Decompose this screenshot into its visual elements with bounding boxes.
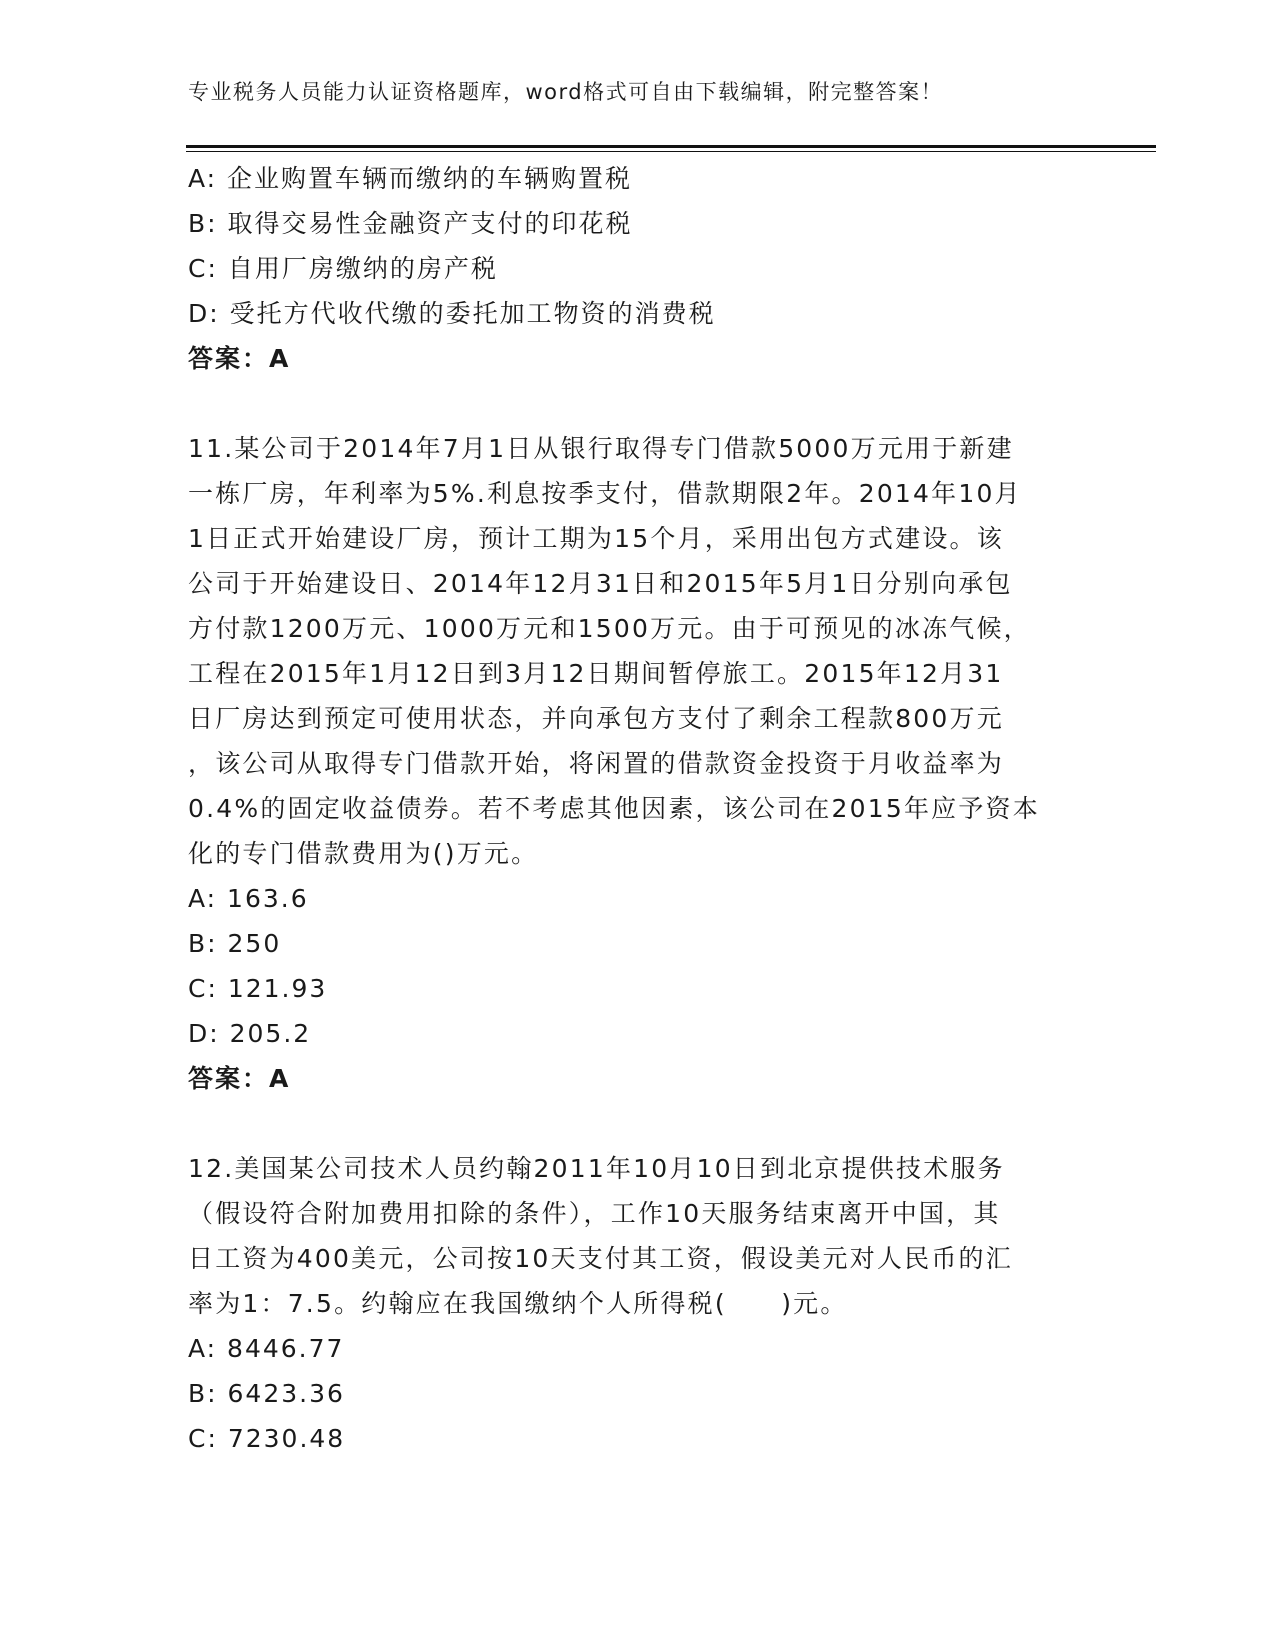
option-b: B: 取得交易性金融资产支付的印花税 (188, 209, 633, 238)
option-b: B: 6423.36 (188, 1379, 345, 1408)
option-c: C: 7230.48 (188, 1424, 346, 1453)
option-c: C: 自用厂房缴纳的房产税 (188, 254, 498, 283)
document-body (188, 156, 1088, 1461)
question-12 (188, 1146, 1088, 1461)
question-stem-line: 11.某公司于2014年7月1日从银行取得专门借款5000万元用于新建 (188, 434, 1014, 463)
answer: 答案：A (188, 1064, 291, 1093)
question-stem-line: 日厂房达到预定可使用状态，并向承包方支付了剩余工程款800万元 (188, 704, 1004, 733)
question-stem-line: 工程在2015年1月12日到3月12日期间暂停旅工。2015年12月31 (188, 659, 1004, 688)
question-stem-line: 公司于开始建设日、2014年12月31日和2015年5月1日分别向承包 (188, 569, 1013, 598)
option-a: A: 8446.77 (188, 1334, 345, 1363)
option-a: A: 企业购置车辆而缴纳的车辆购置税 (188, 164, 633, 193)
option-c: C: 121.93 (188, 974, 328, 1003)
spacer (188, 381, 1088, 426)
spacer (188, 1101, 1088, 1146)
answer: 答案：A (188, 344, 291, 373)
question-stem-line: 率为1：7.5。约翰应在我国缴纳个人所得税( )元。 (188, 1289, 848, 1318)
question-stem-line: 1日正式开始建设厂房，预计工期为15个月，采用出包方式建设。该 (188, 524, 1004, 553)
question-stem-line: 化的专门借款费用为()万元。 (188, 839, 539, 868)
question-11 (188, 426, 1088, 1101)
question-stem-line: 一栋厂房，年利率为5%.利息按季支付，借款期限2年。2014年10月 (188, 479, 1022, 508)
option-a: A: 163.6 (188, 884, 309, 913)
question-10 (188, 156, 1088, 381)
document-header: 专业税务人员能力认证资格题库，word格式可自由下载编辑，附完整答案！ (188, 80, 944, 104)
question-stem-line: ，该公司从取得专门借款开始，将闲置的借款资金投资于月收益率为 (188, 749, 1005, 778)
header-rule-thick (186, 145, 1156, 148)
question-stem-line: 0.4%的固定收益债券。若不考虑其他因素，该公司在2015年应予资本 (188, 794, 1040, 823)
option-b: B: 250 (188, 929, 282, 958)
option-d: D: 205.2 (188, 1019, 312, 1048)
question-stem-line: 日工资为400美元，公司按10天支付其工资，假设美元对人民币的汇 (188, 1244, 1013, 1273)
question-stem-line: （假设符合附加费用扣除的条件），工作10天服务结束离开中国，其 (188, 1199, 1001, 1228)
option-d: D: 受托方代收代缴的委托加工物资的消费税 (188, 299, 716, 328)
question-stem-line: 方付款1200万元、1000万元和1500万元。由于可预见的冰冻气候， (188, 614, 1031, 643)
header-rule-thin (186, 151, 1156, 152)
question-stem-line: 12.美国某公司技术人员约翰2011年10月10日到北京提供技术服务 (188, 1154, 1005, 1183)
